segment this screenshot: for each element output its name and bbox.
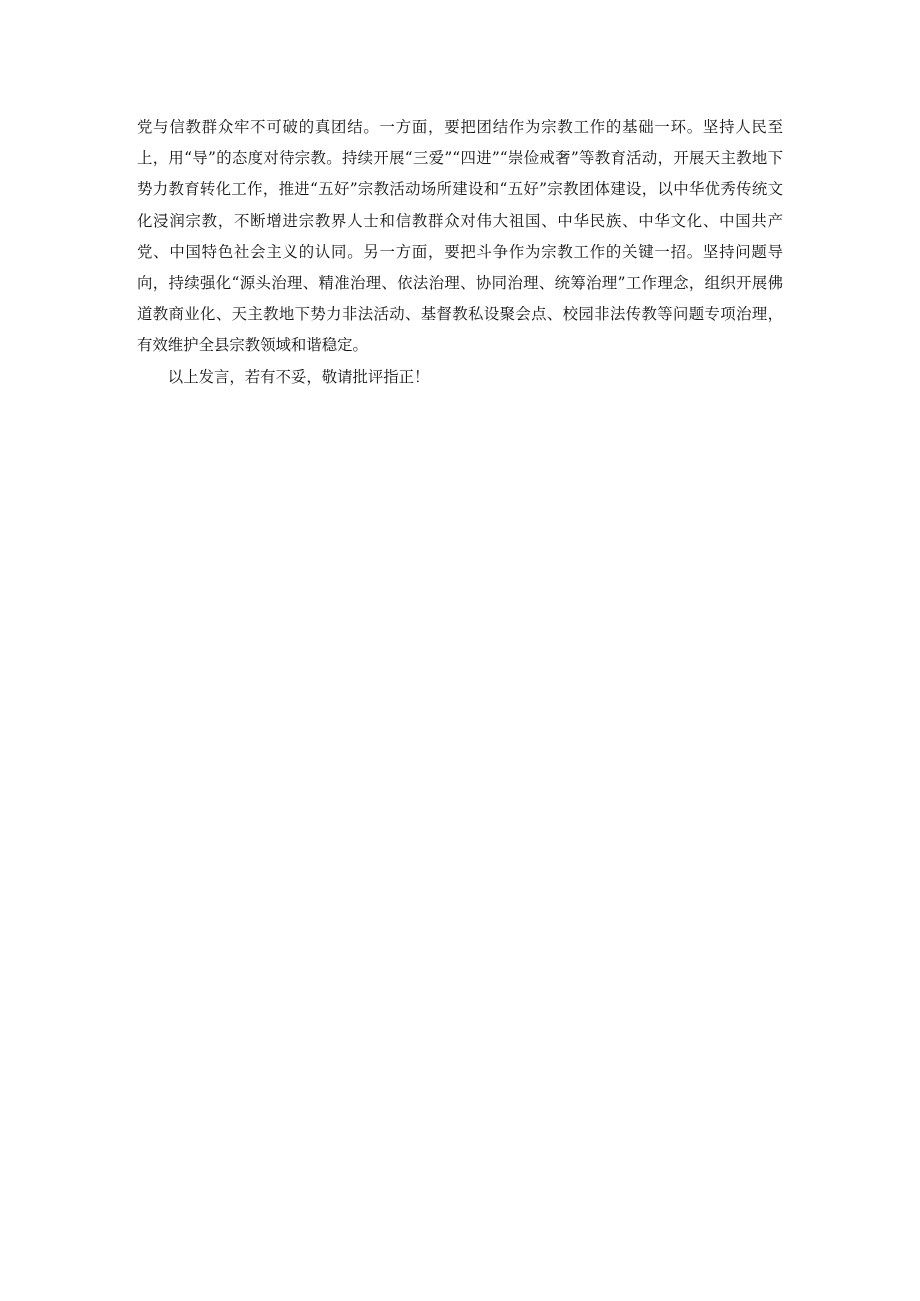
closing-paragraph: 以上发言，若有不妥，敬请批评指正！ — [167, 367, 430, 386]
document-body — [137, 112, 783, 393]
body-paragraph: 党与信教群众牢不可破的真团结。一方面，要把团结作为宗教工作的基础一环。坚持人民至上，用“导”的态度对待宗教。持续开展“三爱”“四进”“崇俭戒奢”等教育活动，开展天主教地下势力教育转化工作，推进“五好”宗教活动场所建设和“五好”宗教团体建设，以中华优秀传统文化浸润宗教，不断增进宗教界人士和信教群众对伟大祖国、中华民族、中华文化、中国共产党、中国特色社会主义的认同。另一方面，要把斗争作为宗教工作的关键一招。坚持问题导向，持续强化“源头治理、精准治理、依法治理、协同治理、统筹治理”工作理念，组织开展佛道教商业化、天主教地下势力非法活动、基督教私设聚会点、校园非法传教等问题专项治理，有效维护全县宗教领域和谐稳定。 — [137, 118, 783, 355]
